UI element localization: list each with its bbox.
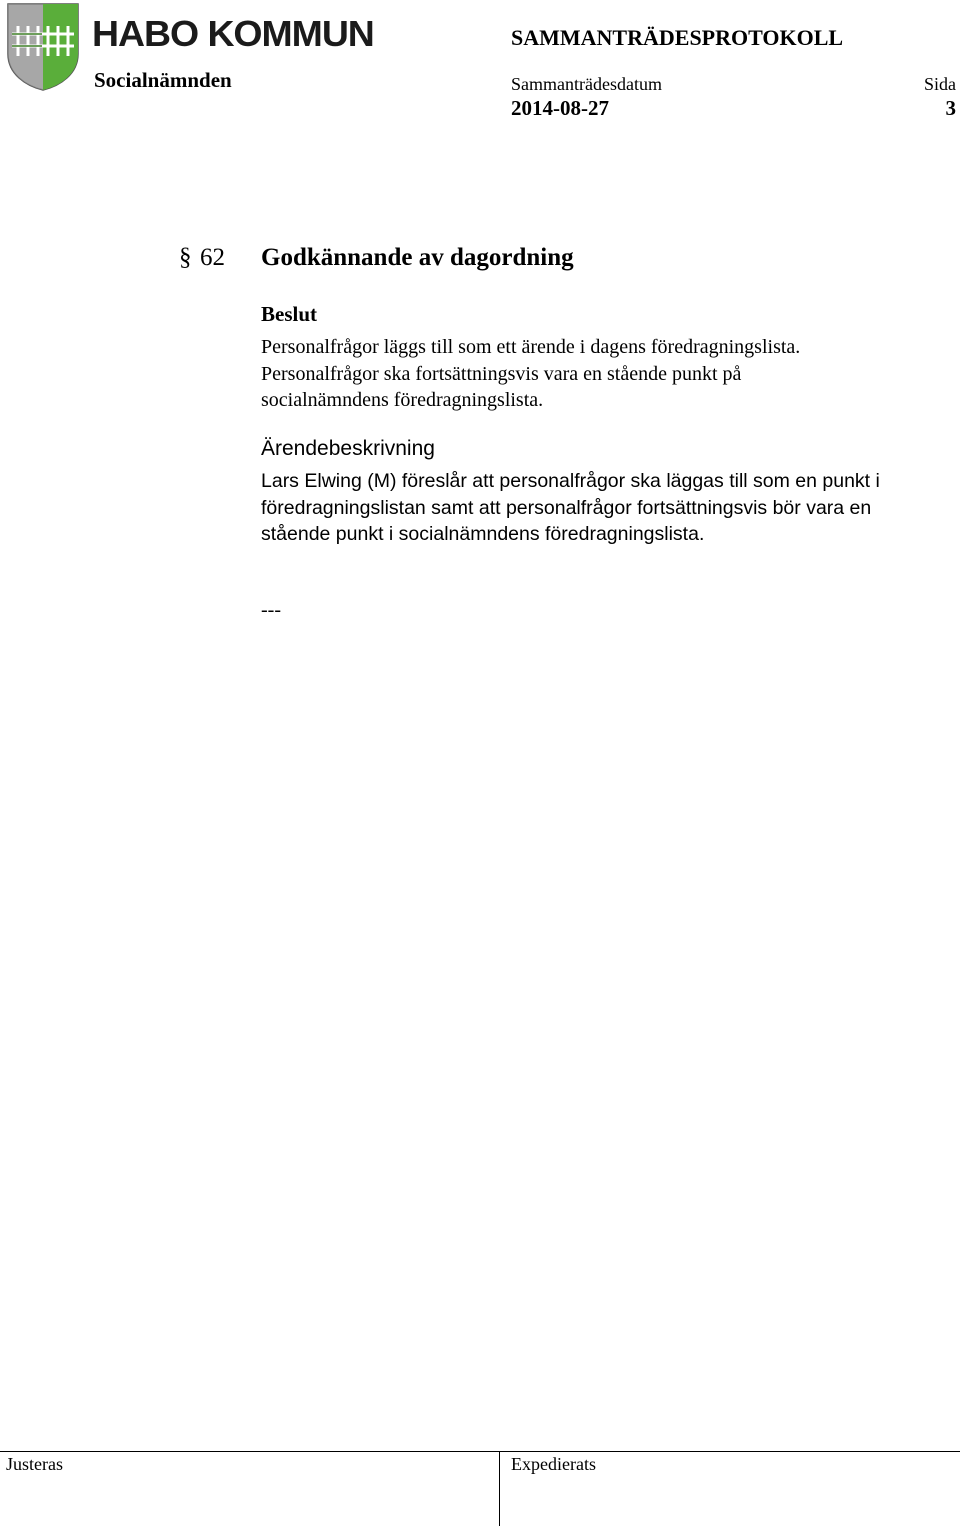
- municipal-coat-of-arms-icon: [6, 2, 80, 92]
- committee-name: Socialnämnden: [94, 68, 232, 92]
- description-line: Lars Elwing (M) föreslår att personalfrågor ska läggas till som en punkt i: [261, 470, 880, 492]
- description-line: stående punkt i socialnämndens föredragningslista.: [261, 523, 705, 545]
- meeting-date-value: 2014-08-27: [511, 96, 609, 120]
- decision-heading: Beslut: [261, 302, 318, 326]
- decision-line: Personalfrågor läggs till som ett ärende i dagens föredragningslista.: [261, 336, 801, 358]
- decision-text: [261, 334, 800, 414]
- page-number: 3: [945, 96, 956, 120]
- decision-line: Personalfrågor ska fortsättningsvis vara en stående punkt på: [261, 362, 742, 385]
- description-line: föredragningslistan samt att personalfrågor fortsättningsvis bör vara en: [261, 496, 872, 519]
- description-text: [261, 468, 880, 548]
- footer-justeras-label: Justeras: [6, 1454, 63, 1474]
- org-name: HABO KOMMUN: [92, 13, 374, 54]
- paragraph-sign: §: [179, 244, 192, 271]
- footer-expedierats-label: Expedierats: [511, 1454, 596, 1474]
- footer-column-divider: [499, 1451, 500, 1526]
- page-label: Sida: [923, 74, 956, 94]
- meeting-date-label: Sammanträdesdatum: [511, 74, 662, 94]
- description-heading: Ärendebeskrivning: [261, 437, 435, 460]
- decision-line: socialnämndens föredragningslista.: [261, 389, 544, 411]
- end-marker: ---: [261, 599, 281, 621]
- document-type: SAMMANTRÄDESPROTOKOLL: [511, 25, 844, 50]
- section-title: Godkännande av dagordning: [261, 244, 574, 271]
- footer-divider-line: [0, 1451, 960, 1452]
- paragraph-number: 62: [200, 244, 225, 271]
